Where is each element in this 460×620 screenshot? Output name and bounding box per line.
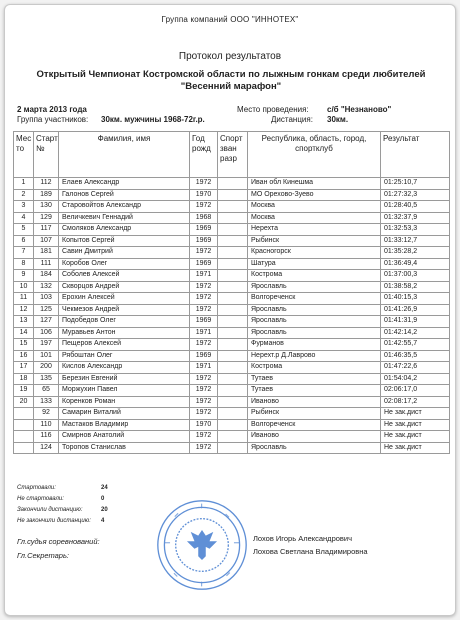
- table-cell: 116: [34, 431, 59, 443]
- col-result: Результат: [381, 132, 450, 178]
- table-cell: Чекмезов Андрей: [59, 304, 190, 316]
- table-cell: 01:41:26,9: [381, 304, 450, 316]
- table-cell: Шатура: [248, 258, 381, 270]
- table-cell: 107: [34, 235, 59, 247]
- table-cell: 1972: [190, 442, 218, 454]
- table-cell: 1: [14, 178, 34, 190]
- table-cell: [218, 224, 248, 236]
- table-header-row: [14, 132, 450, 178]
- table-cell: [218, 212, 248, 224]
- table-row: [14, 258, 450, 270]
- chief-judge-label: Гл.судья соревнований:: [17, 537, 100, 546]
- table-cell: 127: [34, 316, 59, 328]
- table-cell: Коробов Олег: [59, 258, 190, 270]
- table-cell: [218, 304, 248, 316]
- table-cell: 14: [14, 327, 34, 339]
- table-cell: 01:28:40,5: [381, 201, 450, 213]
- table-cell: 117: [34, 224, 59, 236]
- table-row: [14, 419, 450, 431]
- table-cell: [218, 419, 248, 431]
- table-cell: 9: [14, 270, 34, 282]
- table-cell: 02:08:17,2: [381, 396, 450, 408]
- table-cell: Москва: [248, 212, 381, 224]
- table-row: [14, 316, 450, 328]
- secretary-label: Гл.Секретарь:: [17, 551, 69, 560]
- table-cell: 1972: [190, 396, 218, 408]
- table-cell: 1972: [190, 339, 218, 351]
- table-cell: Не зак.дист: [381, 442, 450, 454]
- table-cell: Красногорск: [248, 247, 381, 259]
- group-label: Группа участников:: [17, 115, 89, 124]
- table-row: [14, 373, 450, 385]
- table-cell: 20: [14, 396, 34, 408]
- table-cell: [218, 178, 248, 190]
- table-cell: 125: [34, 304, 59, 316]
- table-row: [14, 431, 450, 443]
- table-cell: 135: [34, 373, 59, 385]
- table-cell: 16: [14, 350, 34, 362]
- official-stamp: [155, 498, 249, 592]
- table-cell: 184: [34, 270, 59, 282]
- table-cell: 13: [14, 316, 34, 328]
- table-cell: 18: [14, 373, 34, 385]
- table-cell: 65: [34, 385, 59, 397]
- table-cell: [218, 350, 248, 362]
- table-cell: 11: [14, 293, 34, 305]
- table-cell: 01:47:22,6: [381, 362, 450, 374]
- table-cell: 1969: [190, 224, 218, 236]
- table-cell: 133: [34, 396, 59, 408]
- table-cell: [218, 281, 248, 293]
- table-cell: Смоляков Александр: [59, 224, 190, 236]
- table-cell: 103: [34, 293, 59, 305]
- table-cell: [218, 201, 248, 213]
- table-cell: Рябоштан Олег: [59, 350, 190, 362]
- table-cell: Галонов Сергей: [59, 189, 190, 201]
- table-cell: 01:33:12,7: [381, 235, 450, 247]
- table-cell: 1972: [190, 373, 218, 385]
- table-cell: Торопов Станислав: [59, 442, 190, 454]
- table-cell: Тутаев: [248, 373, 381, 385]
- table-cell: 1972: [190, 408, 218, 420]
- results-table: [13, 131, 450, 454]
- table-cell: Волгореченск: [248, 419, 381, 431]
- table-cell: [218, 316, 248, 328]
- table-cell: [218, 373, 248, 385]
- table-row: [14, 224, 450, 236]
- table-cell: Муравьев Антон: [59, 327, 190, 339]
- table-cell: 124: [34, 442, 59, 454]
- table-cell: Не зак.дист: [381, 419, 450, 431]
- table-cell: Нерехт.р Д.Лаврово: [248, 350, 381, 362]
- table-cell: Мастаков Владимир: [59, 419, 190, 431]
- document-title: Протокол результатов: [178, 51, 282, 62]
- table-row: [14, 362, 450, 374]
- table-cell: Волгореченск: [248, 293, 381, 305]
- table-cell: 1972: [190, 293, 218, 305]
- table-cell: 1972: [190, 201, 218, 213]
- table-cell: Москва: [248, 201, 381, 213]
- table-row: [14, 442, 450, 454]
- table-cell: 1972: [190, 247, 218, 259]
- table-cell: 01:37:00,3: [381, 270, 450, 282]
- col-birth-year: Год рожд: [190, 132, 218, 178]
- table-cell: [218, 327, 248, 339]
- table-cell: Старовойтов Александр: [59, 201, 190, 213]
- table-row: [14, 350, 450, 362]
- table-cell: Нерехта: [248, 224, 381, 236]
- table-cell: 1970: [190, 419, 218, 431]
- chief-judge-name: Лохов Игорь Александрович: [253, 534, 352, 543]
- table-cell: 17: [14, 362, 34, 374]
- col-place: Мес то: [14, 132, 34, 178]
- col-rank: Спорт зван разр: [218, 132, 248, 178]
- col-start-number: Старт №: [34, 132, 59, 178]
- table-cell: [218, 247, 248, 259]
- table-row: [14, 304, 450, 316]
- table-cell: 5: [14, 224, 34, 236]
- protocol-page: Группа компаний ООО "ИННОТЕХ" Протокол результатов Открытый Чемпионат Костромской области по лыжным гонкам среди любителей "Весенний марафон" 2 марта 2013 года Группа участников: 30км. мужчины 1968-72г.р. Место проведения: с/б "Незнаново" Дистанция: 30км. Мес то Старт № Фамилия, имя Год рожд Спорт зван разр Республика, область, город, спортклуб Результат 1 112 Елаев Александр 1972 Иван обл Кинешма 01:25:10,7 2 189 Галонов Сергей 1970 МО Орехово-Зуево 01:27:32,3 3 130 Старовойтов Александр 1972 Москва 01:28:40,5 4 129 Величкевич Геннадий 1968 Москва 01:32:37,9 5 117 Смоляков Александр 1969 Нерехта 01:32:53,3 6 107 Копытов Сергей 1969 Рыбинск 01:33:12,7 7 181 Савин Дмитрий 1972 Красногорск 01:35:28,2 8 111 Коробов Олег 1969 Шатура 01:36:49,4 9 184 Соболев Алексей 1971 Кострома 01:37:00,3 10 132 Скворцов Андрей 1972 Ярославль 01:38:58,2 11 103 Ерохин Алексей 1972 Волгореченск 01:40:15,3 12 125 Чекмезов Андрей 1972 Ярославль 01:41:26,9 13 127 Подобедов Олег 1969 Ярославль 01:41:31,9 14 106 Муравьев Антон 1971 Ярославль 01:42:14,2 15 197 Пещеров Алексей 1972 Фурманов 01:42:55,7 16 101 Рябоштан Олег 1969 Нерехт.р Д.Лаврово 01:46:35,5 17 200 Кислов Александр 1971 Кострома 01:47:22,6 18 135 Березин Евгений 1972 Тутаев 01:54:04,2 19 65 Моржухин Павел 1972 Тутаев 02:06:17,0 20 133 Коренков Роман 1972 Иваново 02:08:17,2 92 Самарин Виталий 1972 Рыбинск Не зак.дист 110 Мастаков Владимир 1970 Волгореченск Не зак.дист 116 Смирнов Анатолий 1972 Иваново Не зак.дист 124 Торопов Станислав 1972 Ярославль Не зак.дист Стартовали: 24 Не стартовали: 0 Закончили дистанцию: 20 Не закончили дистанцию: 4 Гл.судья соревнований: Лохов Игорь Александрович Гл.Секретарь: Лохова Светлана Владимировна: [4, 4, 456, 616]
- table-cell: 01:40:15,3: [381, 293, 450, 305]
- table-cell: [218, 339, 248, 351]
- table-cell: Величкевич Геннадий: [59, 212, 190, 224]
- table-cell: Подобедов Олег: [59, 316, 190, 328]
- table-cell: [218, 293, 248, 305]
- table-cell: Елаев Александр: [59, 178, 190, 190]
- table-cell: 1971: [190, 362, 218, 374]
- table-cell: 2: [14, 189, 34, 201]
- table-row: [14, 408, 450, 420]
- table-cell: 111: [34, 258, 59, 270]
- table-cell: Ярославль: [248, 304, 381, 316]
- table-row: [14, 212, 450, 224]
- table-cell: 01:41:31,9: [381, 316, 450, 328]
- table-cell: Ярославль: [248, 316, 381, 328]
- table-cell: Тутаев: [248, 385, 381, 397]
- table-cell: 1968: [190, 212, 218, 224]
- table-row: [14, 281, 450, 293]
- table-cell: 6: [14, 235, 34, 247]
- table-cell: 10: [14, 281, 34, 293]
- table-cell: 92: [34, 408, 59, 420]
- table-cell: Березин Евгений: [59, 373, 190, 385]
- table-cell: Соболев Алексей: [59, 270, 190, 282]
- table-cell: Ярославль: [248, 327, 381, 339]
- table-row: [14, 385, 450, 397]
- table-cell: [218, 408, 248, 420]
- table-cell: 01:46:35,5: [381, 350, 450, 362]
- table-cell: Иван обл Кинешма: [248, 178, 381, 190]
- table-cell: Коренков Роман: [59, 396, 190, 408]
- table-cell: 7: [14, 247, 34, 259]
- table-cell: [218, 189, 248, 201]
- table-cell: 3: [14, 201, 34, 213]
- table-cell: 01:32:53,3: [381, 224, 450, 236]
- table-cell: 01:27:32,3: [381, 189, 450, 201]
- table-cell: 197: [34, 339, 59, 351]
- table-cell: Кислов Александр: [59, 362, 190, 374]
- table-cell: 1972: [190, 431, 218, 443]
- table-cell: Савин Дмитрий: [59, 247, 190, 259]
- table-cell: 01:32:37,9: [381, 212, 450, 224]
- venue-value: с/б "Незнаново": [327, 105, 392, 114]
- table-cell: 1970: [190, 189, 218, 201]
- venue-label: Место проведения:: [237, 105, 309, 114]
- table-cell: 132: [34, 281, 59, 293]
- table-cell: 129: [34, 212, 59, 224]
- table-cell: 101: [34, 350, 59, 362]
- table-cell: 130: [34, 201, 59, 213]
- distance-value: 30км.: [327, 115, 349, 124]
- table-row: [14, 235, 450, 247]
- table-cell: Копытов Сергей: [59, 235, 190, 247]
- table-row: [14, 247, 450, 259]
- table-cell: Смирнов Анатолий: [59, 431, 190, 443]
- table-cell: Иваново: [248, 396, 381, 408]
- table-cell: 01:35:28,2: [381, 247, 450, 259]
- table-cell: 1972: [190, 281, 218, 293]
- table-cell: 01:38:58,2: [381, 281, 450, 293]
- table-cell: [218, 431, 248, 443]
- table-cell: Фурманов: [248, 339, 381, 351]
- table-cell: 1969: [190, 316, 218, 328]
- eagle-emblem-icon: [187, 530, 217, 560]
- table-cell: [218, 235, 248, 247]
- table-cell: 01:42:14,2: [381, 327, 450, 339]
- table-row: [14, 396, 450, 408]
- table-cell: Рыбинск: [248, 408, 381, 420]
- table-cell: [14, 442, 34, 454]
- table-row: [14, 201, 450, 213]
- table-cell: 1972: [190, 304, 218, 316]
- table-cell: 1969: [190, 350, 218, 362]
- table-cell: 181: [34, 247, 59, 259]
- table-cell: 4: [14, 212, 34, 224]
- group-value: 30км. мужчины 1968-72г.р.: [101, 115, 205, 124]
- table-cell: 1972: [190, 178, 218, 190]
- table-cell: 8: [14, 258, 34, 270]
- table-cell: Не зак.дист: [381, 408, 450, 420]
- table-cell: [218, 258, 248, 270]
- table-cell: [218, 270, 248, 282]
- table-cell: [14, 419, 34, 431]
- table-cell: Ярославль: [248, 281, 381, 293]
- table-cell: МО Орехово-Зуево: [248, 189, 381, 201]
- table-cell: Моржухин Павел: [59, 385, 190, 397]
- table-cell: 15: [14, 339, 34, 351]
- secretary-name: Лохова Светлана Владимировна: [253, 547, 368, 556]
- table-cell: 01:36:49,4: [381, 258, 450, 270]
- company-name: Группа компаний ООО "ИННОТЕХ": [161, 15, 299, 24]
- table-cell: 01:42:55,7: [381, 339, 450, 351]
- table-row: [14, 339, 450, 351]
- table-cell: 106: [34, 327, 59, 339]
- table-cell: 1971: [190, 270, 218, 282]
- table-cell: Скворцов Андрей: [59, 281, 190, 293]
- table-cell: 1969: [190, 258, 218, 270]
- table-cell: 110: [34, 419, 59, 431]
- table-cell: [14, 408, 34, 420]
- table-cell: Ярославль: [248, 442, 381, 454]
- table-cell: [14, 431, 34, 443]
- table-cell: [218, 442, 248, 454]
- table-row: [14, 293, 450, 305]
- table-cell: 1969: [190, 235, 218, 247]
- table-cell: 02:06:17,0: [381, 385, 450, 397]
- table-cell: 112: [34, 178, 59, 190]
- table-cell: 19: [14, 385, 34, 397]
- table-cell: Иваново: [248, 431, 381, 443]
- event-date: 2 марта 2013 года: [17, 105, 87, 114]
- table-cell: 01:25:10,7: [381, 178, 450, 190]
- table-cell: 1972: [190, 385, 218, 397]
- table-cell: 12: [14, 304, 34, 316]
- col-name: Фамилия, имя: [59, 132, 190, 178]
- table-cell: [218, 396, 248, 408]
- table-cell: Пещеров Алексей: [59, 339, 190, 351]
- table-cell: Рыбинск: [248, 235, 381, 247]
- table-cell: 200: [34, 362, 59, 374]
- distance-label: Дистанция:: [271, 115, 313, 124]
- col-region: Республика, область, город, спортклуб: [248, 132, 381, 178]
- table-row: [14, 189, 450, 201]
- table-cell: [218, 385, 248, 397]
- table-row: [14, 270, 450, 282]
- table-cell: Ерохин Алексей: [59, 293, 190, 305]
- table-cell: Кострома: [248, 362, 381, 374]
- table-cell: Кострома: [248, 270, 381, 282]
- table-cell: [218, 362, 248, 374]
- table-cell: Не зак.дист: [381, 431, 450, 443]
- event-title: Открытый Чемпионат Костромской области по лыжным гонкам среди любителей "Весенний марафон": [36, 69, 426, 92]
- table-cell: 1971: [190, 327, 218, 339]
- table-cell: 189: [34, 189, 59, 201]
- table-cell: Самарин Виталий: [59, 408, 190, 420]
- table-row: [14, 327, 450, 339]
- table-row: [14, 178, 450, 190]
- table-cell: 01:54:04,2: [381, 373, 450, 385]
